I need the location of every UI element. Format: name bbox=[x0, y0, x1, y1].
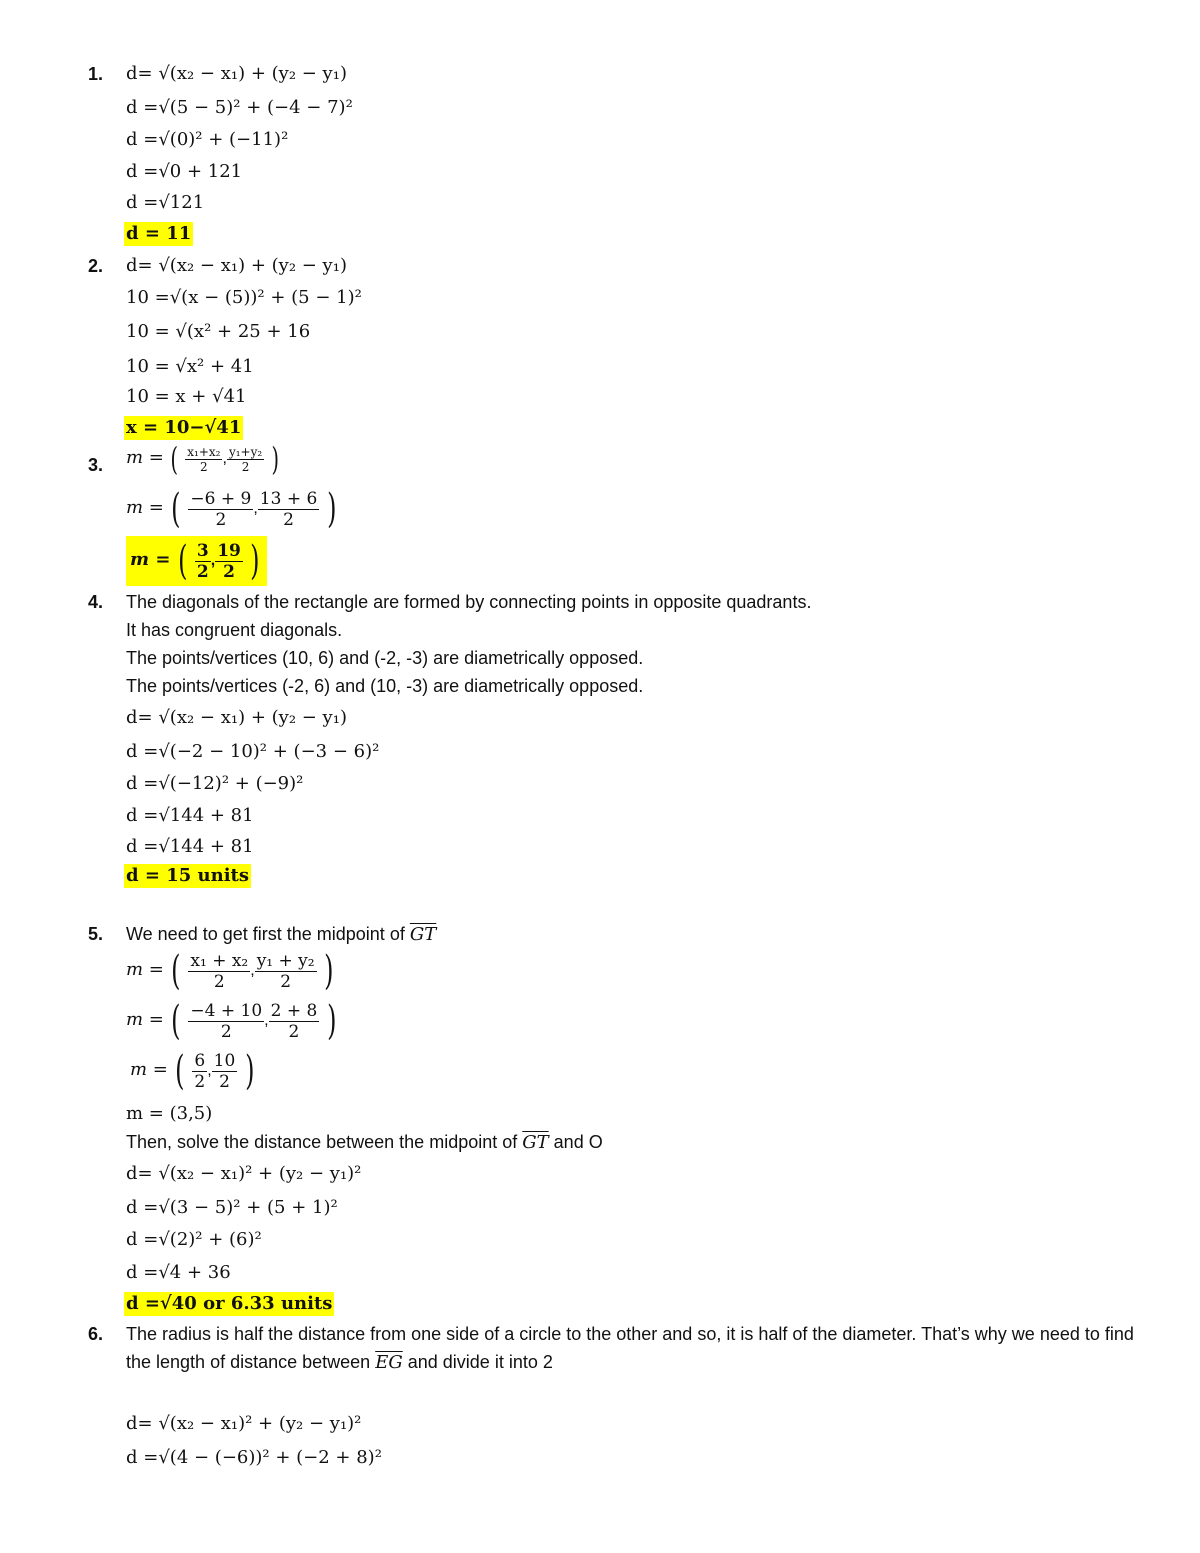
item-number-4: 4. bbox=[88, 592, 104, 612]
midpoint-formula: m = ( $\frac{\text{x₁+x₂}}{2}$ , $\frac{\text{y₁+y₂}}{2}$ ) bbox=[126, 440, 279, 478]
equation-line: d =√4 + 36 bbox=[126, 1262, 231, 1283]
segment-label: $\overline{EG}$ bbox=[375, 1352, 403, 1373]
midpoint-simplified: m = ( $\frac{6}{2}$ , $\frac{10}{2}$ ) bbox=[130, 1048, 255, 1094]
equation-line: d =√(2)² + (6)² bbox=[126, 1229, 262, 1250]
explanation-text: The diagonals of the rectangle are formed by connecting points in opposite quadrants. bbox=[126, 592, 812, 612]
answer-highlight: d =√40 or 6.33 units bbox=[126, 1293, 333, 1314]
item-number-3: 3. bbox=[88, 455, 104, 475]
midpoint-substitution: m = ( $\frac{-6 + 9}{2}$ , $\frac{13 + 6}{2}$ ) bbox=[126, 486, 337, 532]
segment-label: $\overline{GT}$ bbox=[522, 1132, 549, 1153]
equation-line: d =√121 bbox=[126, 192, 205, 213]
explanation-text: The points/vertices (10, 6) and (-2, -3) are diametrically opposed. bbox=[126, 648, 644, 668]
equation-line: d =√(3 − 5)² + (5 + 1)² bbox=[126, 1197, 338, 1218]
equation-line: 10 = √x² + 41 bbox=[126, 356, 254, 377]
equation-line: d =√0 + 121 bbox=[126, 161, 243, 182]
item-number-2: 2. bbox=[88, 256, 104, 276]
equation-line: d =√(−12)² + (−9)² bbox=[126, 773, 304, 794]
equation-line: 10 =√(x − (5))² + (5 − 1)² bbox=[126, 287, 362, 308]
answer-highlight: x = 10−√41 bbox=[126, 417, 242, 438]
equation-line: d= √(x₂ − x₁) + (y₂ − y₁) bbox=[126, 707, 347, 728]
explanation-text: It has congruent diagonals. bbox=[126, 620, 343, 640]
item-number-6: 6. bbox=[88, 1324, 104, 1344]
equation-line: d= √(x₂ − x₁)² + (y₂ − y₁)² bbox=[126, 1163, 362, 1184]
equation-line: d= √(x₂ − x₁) + (y₂ − y₁) bbox=[126, 255, 347, 276]
midpoint-substitution: m = ( $\frac{-4 + 10}{2}$ , $\frac{2 + 8}{2}$ ) bbox=[126, 998, 337, 1044]
equation-line: d= √(x₂ − x₁)² + (y₂ − y₁)² bbox=[126, 1413, 362, 1434]
equation-line: 10 = √(x² + 25 + 16 bbox=[126, 321, 311, 342]
explanation-text: We need to get first the midpoint of $\overline{GT}$ bbox=[126, 924, 437, 945]
equation-line: d =√(−2 − 10)² + (−3 − 6)² bbox=[126, 741, 380, 762]
midpoint-result: m = (3,5) bbox=[126, 1103, 213, 1124]
equation-line: d =√144 + 81 bbox=[126, 805, 254, 826]
midpoint-formula: m = ( $\frac{\text{x₁ + x₂}}{2}$ , $\frac{\text{y₁ + y₂}}{2}$ ) bbox=[126, 948, 334, 994]
equation-line: d= √(x₂ − x₁) + (y₂ − y₁) bbox=[126, 63, 347, 84]
equation-line: d =√(5 − 5)² + (−4 − 7)² bbox=[126, 97, 353, 118]
answer-highlight: d = 15 units bbox=[126, 865, 249, 886]
equation-line: d =√(4 − (−6))² + (−2 + 8)² bbox=[126, 1447, 382, 1468]
explanation-paragraph: The radius is half the distance from one side of a circle to the other and so, it is half of the diameter. That’s why we need to find the length of distance between $\overline{EG}$ and divide it into 2 bbox=[126, 1324, 1134, 1373]
equation-line: d =√(0)² + (−11)² bbox=[126, 129, 289, 150]
item-number-1: 1. bbox=[88, 64, 104, 84]
equation-line: d =√144 + 81 bbox=[126, 836, 254, 857]
explanation-text: Then, solve the distance between the midpoint of $\overline{GT}$ and O bbox=[126, 1132, 603, 1153]
answer-highlight: d = 11 bbox=[126, 223, 192, 244]
answer-highlight: m = ( $\frac{3}{2}$ , $\frac{19}{2}$ ) bbox=[126, 536, 267, 586]
item-number-5: 5. bbox=[88, 924, 104, 944]
segment-label: $\overline{GT}$ bbox=[409, 924, 437, 945]
equation-line: 10 = x + √41 bbox=[126, 386, 247, 407]
explanation-text: The points/vertices (-2, 6) and (10, -3) are diametrically opposed. bbox=[126, 676, 644, 696]
